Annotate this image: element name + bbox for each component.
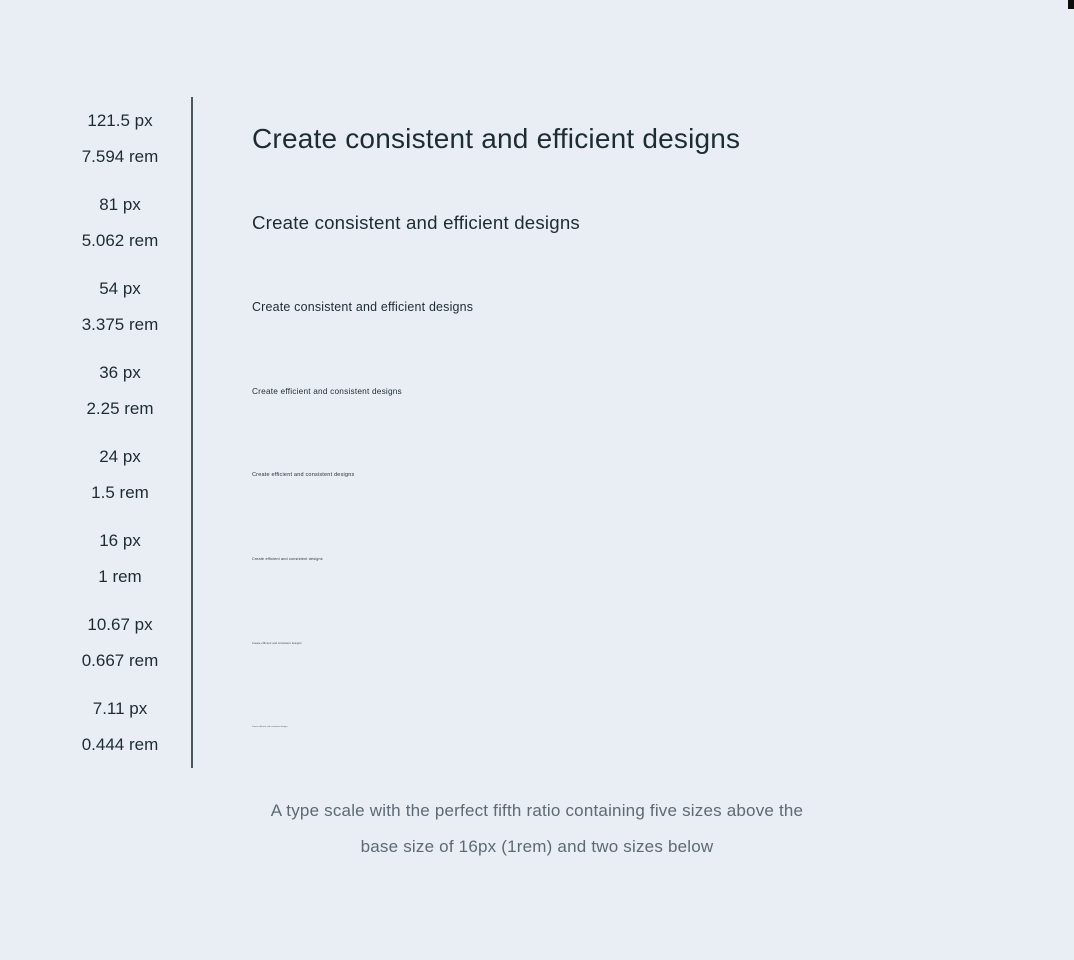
sample-text: Create efficient and consistent designs: [252, 641, 302, 645]
sample-text: Create consistent and efficient designs: [252, 123, 741, 154]
rem-size-label: 1.5 rem: [91, 483, 149, 502]
type-scale-row: [0, 601, 1074, 685]
size-labels: [20, 187, 220, 259]
rem-size-label: 3.375 rem: [81, 315, 159, 334]
sample-text: Create consistent and efficient designs: [252, 212, 580, 233]
px-size-label: 54 px: [99, 279, 141, 298]
rem-size-label: 2.25 rem: [86, 399, 154, 418]
size-labels: [20, 523, 220, 595]
corner-mark: [1068, 0, 1074, 9]
sample-text: Create efficient and consistent designs: [252, 726, 288, 728]
sample-text: Create consistent and efficient designs: [252, 300, 474, 314]
rem-size-label: 5.062 rem: [81, 231, 159, 250]
sample-text: Create efficient and consistent designs: [252, 386, 402, 396]
px-size-label: 7.11 px: [92, 699, 148, 718]
size-labels: [20, 691, 220, 763]
px-size-label: 10.67 px: [87, 615, 153, 634]
type-scale-row: [0, 433, 1074, 517]
type-scale-row: [0, 181, 1074, 265]
px-size-label: 16 px: [99, 531, 141, 550]
px-size-label: 36 px: [99, 363, 141, 382]
rem-size-label: 0.444 rem: [81, 735, 159, 754]
type-scale-row: [0, 265, 1074, 349]
rem-size-label: 0.667 rem: [81, 651, 159, 670]
px-size-label: 81 px: [99, 195, 141, 214]
caption-line-1: A type scale with the perfect fifth ratio containing five sizes above the: [270, 801, 804, 820]
size-labels: [20, 355, 220, 427]
caption: [0, 793, 1074, 865]
type-scale-row: [0, 97, 1074, 181]
type-scale-row: [0, 517, 1074, 601]
size-labels: [20, 271, 220, 343]
caption-line-2: base size of 16px (1rem) and two sizes below: [360, 837, 714, 856]
px-size-label: 121.5 px: [87, 111, 153, 130]
rem-size-label: 7.594 rem: [81, 147, 159, 166]
size-labels: [20, 103, 220, 175]
type-scale-row: [0, 349, 1074, 433]
type-scale-row: [0, 685, 1074, 769]
sample-text: Create efficient and consistent designs: [252, 472, 355, 478]
sample-text: Create efficient and consistent designs: [252, 557, 323, 561]
rem-size-label: 1 rem: [98, 567, 142, 586]
size-labels: [20, 439, 220, 511]
px-size-label: 24 px: [99, 447, 141, 466]
size-labels: [20, 607, 220, 679]
